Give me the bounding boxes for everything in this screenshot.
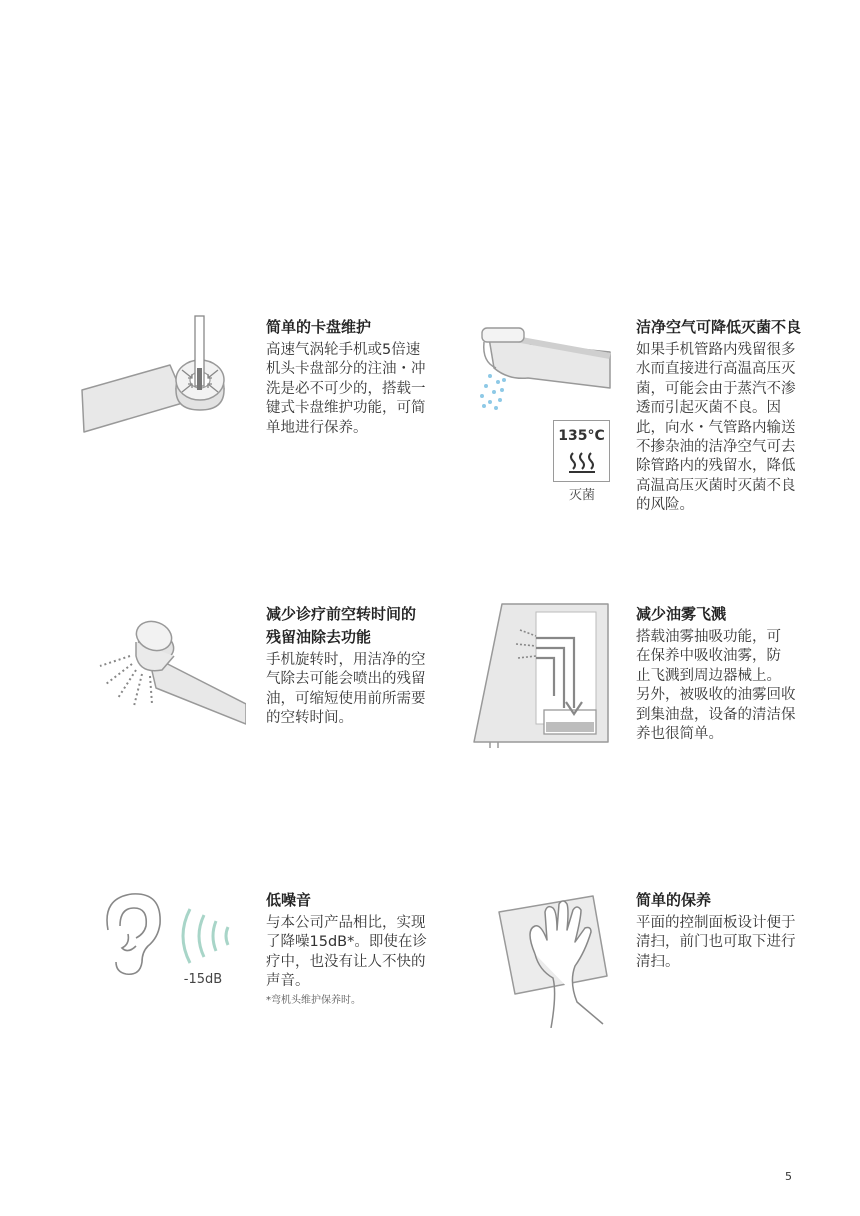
ear-icon (98, 890, 168, 980)
feature-description: 手机旋转时，用洁净的空 气除去可能会喷出的残留 油，可缩短使用前所需要 的空转时间。 (266, 652, 426, 727)
feature-description: 高速气涡轮手机或5倍速 机头卡盘部分的注油・冲 洗是必不可少的，搭载一 键式卡盘维护功能，可简 单地进行保养。 (266, 342, 426, 436)
feature-description: 如果手机管路内残留很多 水而直接进行高温高压灭 菌，可能会由于蒸汽不渗 透而引起灭菌不良。因 此，向水・气管路内输送 不掺杂油的洁净空气可去 除管路内的残留水，降低 高温高压灭菌时灭菌不良 的风险。 (636, 342, 796, 514)
feature-description: 搭载油雾抽吸功能，可 在保养中吸收油雾，防 止飞溅到周边器械上。 另外，被吸收的油雾回收 到集油盘，设备的清洁保 养也很简单。 (636, 629, 796, 743)
feature-title: 简单的卡盘维护 (266, 318, 372, 336)
feature-title: 简单的保养 (636, 891, 712, 909)
feature-description: 与本公司产品相比，实现 了降噪15dB*。即使在诊 疗中，也没有让人不快的 声音。 (266, 915, 427, 990)
footnote: *弯机头维护保养时。 (266, 994, 361, 1006)
noise-reduction-label: -15dB (183, 972, 223, 987)
sterilization-temperature: 135°C (558, 428, 605, 444)
oil-mist-icon (470, 602, 610, 750)
feature-title: 低噪音 (266, 891, 312, 909)
sterilization-label: 灭菌 (568, 488, 595, 503)
sound-wave-icon (176, 905, 236, 967)
steam-icon (568, 451, 596, 473)
sterilization-badge (553, 420, 610, 482)
feature-title: 减少油雾飞溅 (636, 605, 727, 623)
handpiece-air-icon (470, 318, 615, 418)
chuck-maintenance-icon (78, 310, 238, 440)
handpiece-rotate-icon (96, 612, 246, 727)
feature-description: 平面的控制面板设计便于 清扫，前门也可取下进行 清扫。 (636, 915, 796, 970)
hand-wipe-icon (495, 890, 615, 1028)
page-number: 5 (785, 1170, 792, 1183)
feature-title: 洁净空气可降低灭菌不良 (636, 318, 802, 336)
feature-title: 减少诊疗前空转时间的 残留油除去功能 (266, 605, 417, 646)
